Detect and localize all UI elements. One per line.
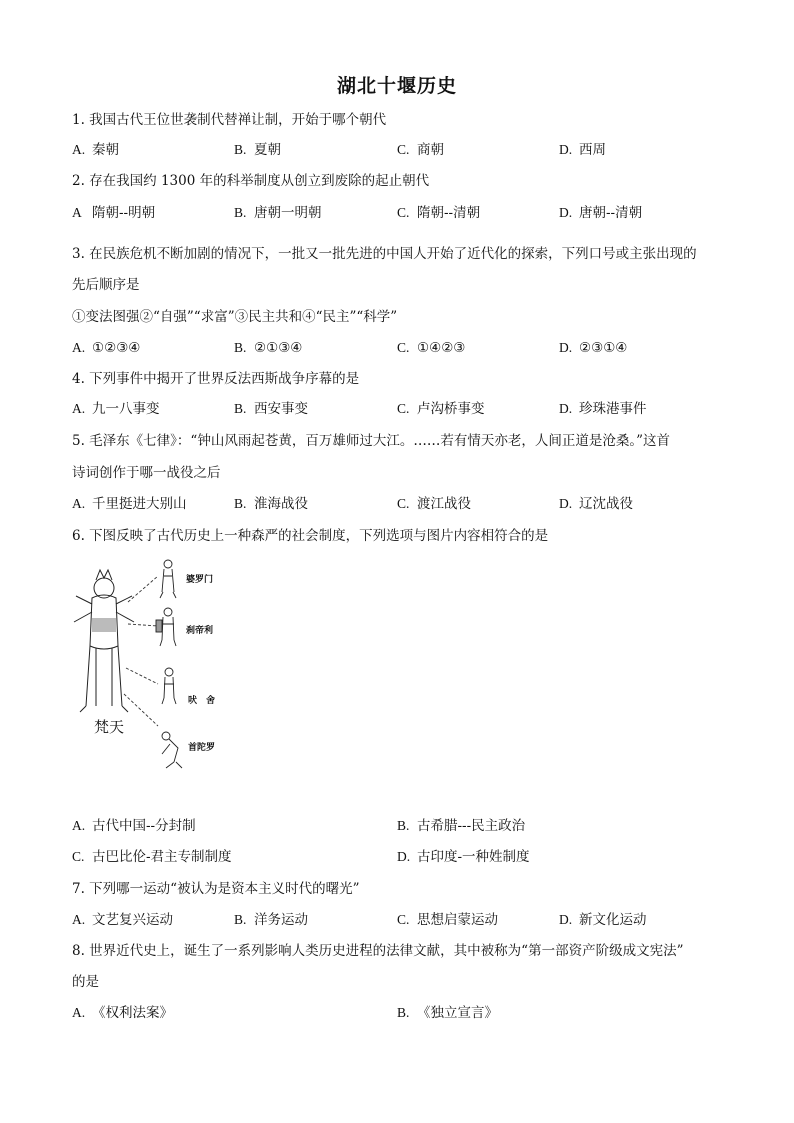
q3-option-b: B. ②①③④ bbox=[234, 340, 303, 356]
caste-label-brahmin: 婆罗门 bbox=[186, 575, 214, 585]
q7-option-b: B. 洋务运动 bbox=[234, 912, 308, 928]
q1-option-b: B. 夏朝 bbox=[234, 142, 281, 158]
question-2-stem: 2. 存在我国约 1300 年的科举制度从创立到废除的起止朝代 bbox=[72, 173, 430, 189]
shudra-figure-icon bbox=[162, 732, 182, 768]
question-8-stem-line-2: 的是 bbox=[72, 974, 99, 990]
brahma-deity-icon bbox=[74, 570, 134, 712]
question-8-stem-line-1: 8. 世界近代史上，诞生了一系列影响人类历史进程的法律文献，其中被称为“第一部资产阶级成文宪法” bbox=[72, 943, 684, 959]
question-5-stem-line-2: 诗词创作于哪一战役之后 bbox=[72, 465, 221, 481]
caste-system-figure bbox=[66, 556, 246, 776]
question-4-stem: 4. 下列事件中揭开了世界反法西斯战争序幕的是 bbox=[72, 371, 360, 387]
q7-option-d: D. 新文化运动 bbox=[559, 912, 647, 928]
q1-option-c: C. 商朝 bbox=[397, 142, 444, 158]
q3-option-a: A. ①②③④ bbox=[72, 340, 141, 356]
q4-option-a: A. 九一八事变 bbox=[72, 401, 160, 417]
q2-option-c: C. 隋朝--清朝 bbox=[397, 205, 481, 221]
q5-option-a: A. 千里挺进大别山 bbox=[72, 496, 187, 512]
q6-option-c: C. 古巴比伦-君主专制制度 bbox=[72, 849, 232, 865]
figure-main-label: 梵天 bbox=[94, 718, 125, 736]
q2-option-d: D. 唐朝--清朝 bbox=[559, 205, 643, 221]
question-6-stem: 6. 下图反映了古代历史上一种森严的社会制度，下列选项与图片内容相符合的是 bbox=[72, 528, 549, 544]
question-3-stem-line-3: ①变法图强②“自强”“求富”③民主共和④“民主”“科学” bbox=[72, 309, 398, 325]
caste-label-shudra: 首陀罗 bbox=[188, 743, 216, 753]
caste-label-vaishya: 吠 舍 bbox=[188, 696, 216, 706]
q8-option-b: B. 《独立宣言》 bbox=[397, 1005, 498, 1021]
q2-option-b: B. 唐朝一明朝 bbox=[234, 205, 322, 221]
q7-option-c: C. 思想启蒙运动 bbox=[397, 912, 498, 928]
kshatriya-figure-icon bbox=[156, 608, 176, 646]
question-3-stem-line-1: 3. 在民族危机不断加剧的情况下，一批又一批先进的中国人开始了近代化的探索，下列口号或主张出现的 bbox=[72, 246, 697, 262]
q6-option-d: D. 古印度-一种姓制度 bbox=[397, 849, 530, 865]
q6-option-b: B. 古希腊---民主政治 bbox=[397, 818, 526, 834]
caste-figure-illustration bbox=[66, 556, 246, 776]
q6-option-a: A. 古代中国--分封制 bbox=[72, 818, 196, 834]
q5-option-d: D. 辽沈战役 bbox=[559, 496, 633, 512]
q4-option-b: B. 西安事变 bbox=[234, 401, 308, 417]
q4-option-d: D. 珍珠港事件 bbox=[559, 401, 647, 417]
question-7-stem: 7. 下列哪一运动“被认为是资本主义时代的曙光” bbox=[72, 881, 360, 897]
q5-option-c: C. 渡江战役 bbox=[397, 496, 471, 512]
question-5-stem-line-1: 5. 毛泽东《七律》：“钟山风雨起苍黄，百万雄师过大江。……若有情天亦老，人间正道是沧桑。”这首 bbox=[72, 433, 670, 449]
q3-option-d: D. ②③①④ bbox=[559, 340, 628, 356]
caste-label-kshatriya: 刹帝利 bbox=[186, 626, 214, 636]
vaishya-figure-icon bbox=[162, 668, 176, 704]
q2-option-a: A 隋朝--明朝 bbox=[72, 205, 156, 221]
q1-option-d: D. 西周 bbox=[559, 142, 606, 158]
question-1-stem: 1. 我国古代王位世袭制代替禅让制，开始于哪个朝代 bbox=[72, 112, 387, 128]
brahmin-figure-icon bbox=[160, 560, 176, 598]
q3-option-c: C. ①④②③ bbox=[397, 340, 466, 356]
q1-option-a: A. 秦朝 bbox=[72, 142, 119, 158]
page-title: 湖北十堰历史 bbox=[336, 75, 457, 97]
question-3-stem-line-2: 先后顺序是 bbox=[72, 277, 140, 293]
q5-option-b: B. 淮海战役 bbox=[234, 496, 308, 512]
q8-option-a: A. 《权利法案》 bbox=[72, 1005, 173, 1021]
q7-option-a: A. 文艺复兴运动 bbox=[72, 912, 173, 928]
q4-option-c: C. 卢沟桥事变 bbox=[397, 401, 485, 417]
